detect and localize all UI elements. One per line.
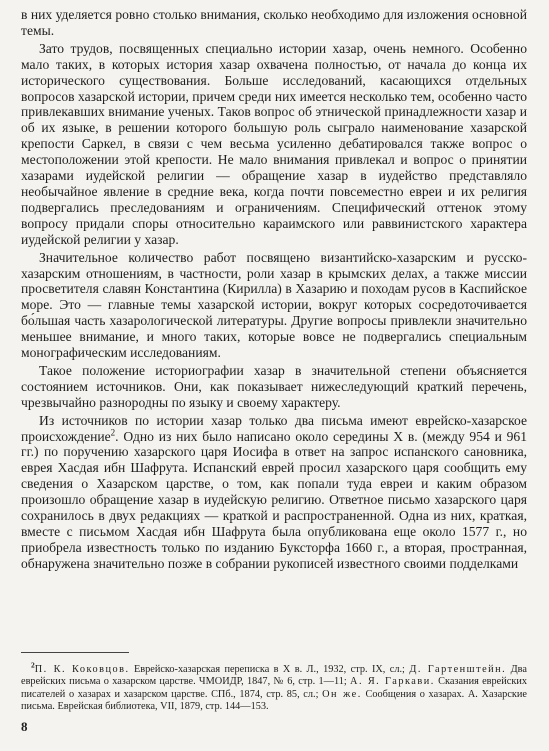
- paragraph-5-start: Из источников по истории хазар только два письма имеют еврейско-хазарское происхождение: [21, 412, 527, 444]
- footnote-citation: Два еврейских письма о хазарском царстве. ЧМОИДР, 1847, № 6, стр. 1—11;: [21, 664, 527, 688]
- paragraph-5: [21, 413, 527, 572]
- paragraph-5-rest: . Одно из них было написано около середины X в. (между 954 и 961 гг.) по поручению хазарского царя Иосифа в ответ на запрос испанского сановника, еврея Хасдая ибн Шафрута. Испанский еврей просил хазарского царя сообщить ему сведения о Хазарском царстве, о том, как попали туда евреи и каким образом произошло обращение хазар в иудейскую религию. Ответное письмо хазарского царя сохранилось в двух редакциях — краткой и распространенной. Одна из них, краткая, вместе с письмом Хасдая ибн Шафрута была опубликована еще около 1577 г., но приобрела известность только по изданию Буксторфа 1660 г., а вторая, пространная, обнаружена значительно позже в собрании рукописей известного своими подделками: [21, 428, 527, 571]
- paragraph-1: в них уделяется ровно столько внимания, сколько необходимо для изложения основной темы.: [21, 7, 527, 38]
- paragraph-3: Значительное количество работ посвящено византийско-хазарским и русско-хазарским отношениям, в частности, роли хазар в крымских делах, а также миссии просветителя славян Константина (Кирилла) в Хазарию и походам русов в Каспийское море. Это — главные темы хазарской истории, вокруг которых сосредоточивается бо́льшая часть хазарологической литературы. Другие вопросы привлекли значительно меньшее внимание, и много таких, которые вовсе не подвергались специальным монографическим исследованиям.: [21, 249, 527, 361]
- footnote-marker: 2: [31, 660, 35, 670]
- footnote-reference: 2: [110, 427, 116, 438]
- footnote-divider: [21, 652, 129, 653]
- footnote-author: Он же.: [322, 688, 362, 700]
- footnote-author: А. Я. Гаркави.: [350, 676, 435, 688]
- footnote-author: П. К. Коковцов.: [34, 664, 130, 675]
- page-number: 8: [21, 719, 28, 734]
- footnote-text: [21, 660, 527, 714]
- footnote-author: Д. Гартенштейн.: [409, 664, 507, 675]
- footnote-citation: Еврейско-хазарская переписка в X в. Л., 1932, стр. IX, сл.;: [129, 664, 410, 675]
- main-text: [21, 7, 527, 574]
- footnote-citation: Сказания еврейских писателей о хазарах и хазарском царстве. СПб., 1874, стр. 85, сл.;: [21, 676, 527, 700]
- paragraph-2: Зато трудов, посвященных специально истории хазар, очень немного. Особенно мало таких, в которых история хазар охвачена полностью, от начала до конца их исторического существования. Больше исследований, касающихся отдельных вопросов хазарской истории, причем среди них имеется несколько тем, особенно часто привлекавших внимание ученых. Таков вопрос об этнической принадлежности хазар и об их языке, в решении которого большую роль сыграло наименование хазарской крепости Саркел, в связи с чем весьма усиленно дебатировался также вопрос о местоположении этой крепости. Не мало внимания привлекал и вопрос о принятии хазарами иудейской религии — обращение хазар в иудейство представляло необычайное явление в средние века, когда почти повсеместно евреи и их религия подвергались преследованиям и ограничениям. Специфический оттенок этому вопросу придали споры относительно караимского или раввинистского характера иудейской религии у хазар.: [21, 40, 527, 247]
- footnote: [21, 660, 527, 714]
- paragraph-4: Такое положение историографии хазар в значительной степени объясняется состоянием источников. Они, как показывает нижеследующий краткий перечень, чрезвычайно разнородны по языку и своему характеру.: [21, 362, 527, 410]
- footnote-citation: Сообщения о хазарах. А. Хазарские письма. Еврейская библиотека, VII, 1879, стр. 144—153.: [21, 688, 527, 713]
